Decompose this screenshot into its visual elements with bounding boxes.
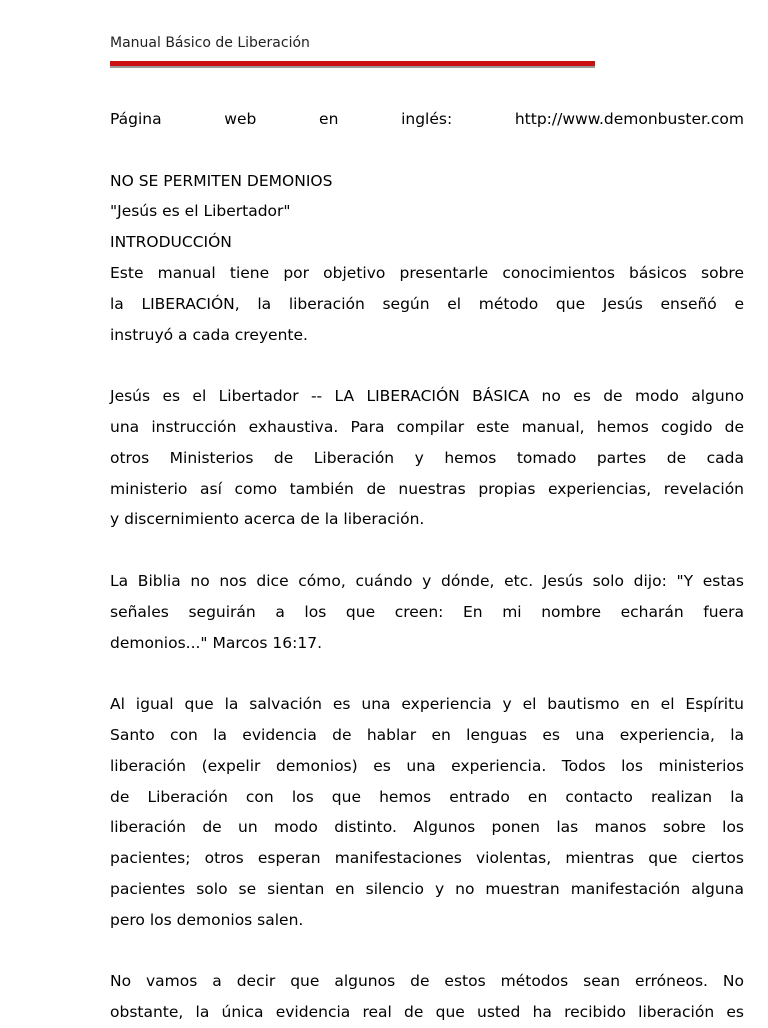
paragraph-line: otros Ministerios de Liberación y hemos tomado partes de cada [110, 448, 744, 467]
paragraph-line: liberación (expelir demonios) es una experiencia. Todos los ministerios [110, 756, 744, 775]
header-rule-shadow [110, 66, 595, 68]
paragraph-line: obstante, la única evidencia real de que usted ha recibido liberación es [110, 1003, 744, 1022]
spacer [110, 658, 744, 689]
paragraph-line: y discernimiento acerca de la liberación. [110, 510, 425, 529]
paragraph-line: pacientes; otros esperan manifestaciones violentas, mientras que ciertos [110, 849, 744, 868]
paragraph-line: pero los demonios salen. [110, 910, 304, 929]
spacer [110, 350, 744, 381]
paragraph-line: liberación de un modo distinto. Algunos ponen las manos sobre los [110, 818, 744, 837]
website-line: Página web en inglés: http://www.demonbuster.com [110, 110, 744, 128]
paragraph-line: Jesús es el Libertador -- LA LIBERACIÓN BÁSICA no es de modo alguno [110, 387, 744, 406]
paragraph-line: de Liberación con los que hemos entrado en contacto realizan la [110, 787, 744, 806]
spacer [110, 936, 744, 967]
paragraph-line: Este manual tiene por objetivo presentarle conocimientos básicos sobre [110, 263, 744, 282]
paragraph-line: Santo con la evidencia de hablar en lenguas es una experiencia, la [110, 725, 744, 744]
paragraph-4 [110, 689, 744, 935]
document-body [110, 104, 744, 1028]
spacer [110, 135, 744, 166]
paragraph-line: No vamos a decir que algunos de estos métodos sean erróneos. No [110, 972, 744, 991]
paragraph-line: ministerio así como también de nuestras propias experiencias, revelación [110, 479, 744, 498]
paragraph-1 [110, 258, 744, 350]
paragraph-3 [110, 566, 744, 658]
paragraph-line: Al igual que la salvación es una experiencia y el bautismo en el Espíritu [110, 695, 744, 714]
heading-introduction: INTRODUCCIÓN [110, 233, 232, 252]
paragraph-line: La Biblia no nos dice cómo, cuándo y dónde, etc. Jesús solo dijo: "Y estas [110, 571, 744, 590]
paragraph-line: pacientes solo se sientan en silencio y no muestran manifestación alguna [110, 879, 744, 898]
paragraph-line: instruyó a cada creyente. [110, 325, 308, 344]
paragraph-line: señales seguirán a los que creen: En mi nombre echarán fuera [110, 602, 744, 621]
spacer [110, 535, 744, 566]
paragraph-line: la LIBERACIÓN, la liberación según el método que Jesús enseñó e [110, 294, 744, 313]
paragraph-line: demonios..." Marcos 16:17. [110, 633, 322, 652]
running-header-title: Manual Básico de Liberación [110, 35, 310, 51]
paragraph-line: una instrucción exhaustiva. Para compilar este manual, hemos cogido de [110, 417, 744, 436]
paragraph-5 [110, 966, 744, 1028]
heading-jesus-liberator: "Jesús es el Libertador" [110, 202, 291, 221]
heading-no-demons: NO SE PERMITEN DEMONIOS [110, 171, 333, 190]
paragraph-2 [110, 381, 744, 535]
